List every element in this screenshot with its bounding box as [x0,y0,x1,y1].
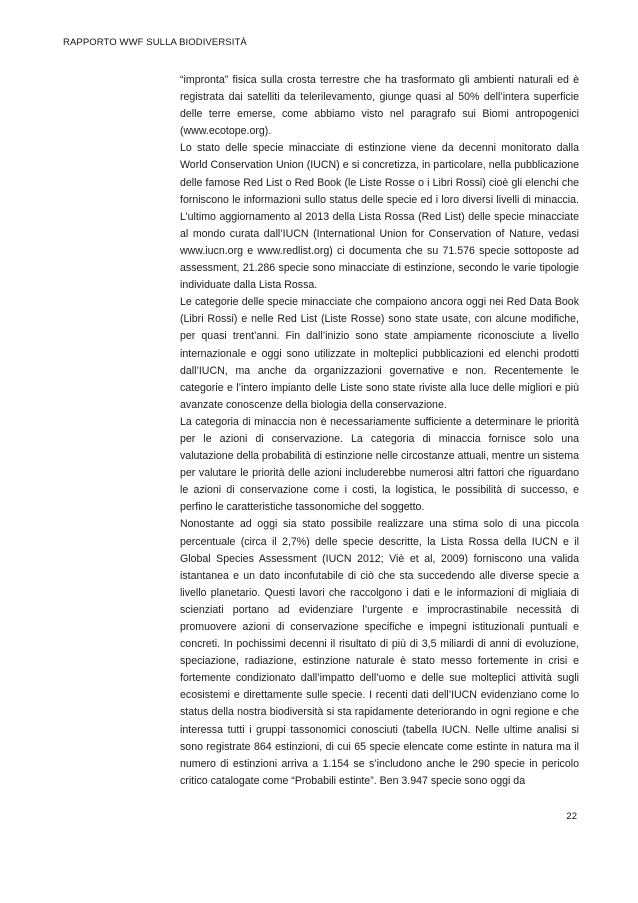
running-header: RAPPORTO WWF SULLA BIODIVERSITÀ [63,37,247,48]
paragraph-stima: Nonostante ad oggi sia stato possibile realizzare una stima solo di una piccola percentuale (circa il 2,7%) delle specie descritte, la Lista Rossa della IUCN e il Global Species Assessment (IUCN 2012; Viè et al, 2009) forniscono una valida istantanea e un dato inconfutabile di ciò che sta succedendo alle diverse specie a livello planetario. Questi lavori che raccolgono i dati e le informazioni di migliaia di scienziati portano ad evidenziare l’urgente e improcrastinabile necessità di promuovere azioni di conservazione specifiche e impegni istituzionali puntuali e concreti. In pochissimi decenni il risultato di più di 3,5 miliardi di anni di evoluzione, speciazione, radiazione, estinzione naturale è stato messo fortemente in crisi e fortemente condizionato dall’impatto dell’uomo e delle sue molteplici attività sugli ecosistemi e direttamente sulle specie. I recenti dati dell’IUCN evidenziano come lo status della nostra biodiversità si sta rapidamente deteriorando in ogni regione e che interessa tutti i gruppi tassonomici conosciuti (tabella IUCN. Nelle ultime analisi si sono registrate 864 estinzioni, di cui 65 specie elencate come estinte in natura ma il numero di estinzioni arriva a 1.154 se s’includono anche le 290 specie in pericolo critico catalogate come “Probabili estinte”. Ben 3.947 specie sono oggi da [180,518,579,787]
page-number: 22 [566,811,577,822]
body-text [180,72,579,790]
paragraph-iucn-red-list: Lo stato delle specie minacciate di estinzione viene da decenni monitorato dalla World Conservation Union (IUCN) e si concretizza, in particolare, nella pubblicazione delle famose Red List o Red Book (le Liste Rosse o i Libri Rossi) cioè gli elenchi che forniscono le informazioni sullo status delle specie ed i loro diversi livelli di minaccia. L’ultimo aggiornamento al 2013 della Lista Rossa (Red List) delle specie minacciate al mondo curata dall’IUCN (International Union for Conservation of Nature, vedasi www.iucn.org e www.redlist.org) ci documenta che su 71.576 specie sottoposte ad assessment, 21.286 specie sono minacciate di estinzione, secondo le varie tipologie individuate dalla Lista Rossa. [180,142,579,292]
paragraph-categorie: Le categorie delle specie minacciate che compaiono ancora oggi nei Red Data Book (Libri Rossi) e nelle Red List (Liste Rosse) sono state usate, con alcune modifiche, per quasi trent’anni. Fin dall’inizio sono state ampiamente riconosciute a livello internazionale e oggi sono utilizzate in molteplici pubblicazioni ed elenchi prodotti dall’IUCN, ma anche da organizzazioni governative e non. Recentemente le categorie e l’intero impianto delle Liste sono state riviste alla luce delle migliori e più avanzate conoscenze della biologia della conservazione. [180,296,579,411]
paragraph-impronta: “impronta” fisica sulla crosta terrestre che ha trasformato gli ambienti naturali ed è registrata dai satelliti da telerilevamento, giunge quasi al 50% dell’intera superficie delle terre emerse, come abbiamo visto nel paragrafo sui Biomi antropogenici (www.ecotope.org). [180,74,579,138]
paragraph-priorita: La categoria di minaccia non è necessariamente sufficiente a determinare le priorità per le azioni di conservazione. La categoria di minaccia fornisce solo una valutazione della probabilità di estinzione nelle circostanze attuali, mentre un sistema per valutare le priorità delle azioni includerebbe numerosi altri fattori che riguardano le azioni di conservazione come i costi, la logistica, le possibilità di successo, e perfino le caratteristiche tassonomiche del soggetto. [180,415,579,514]
